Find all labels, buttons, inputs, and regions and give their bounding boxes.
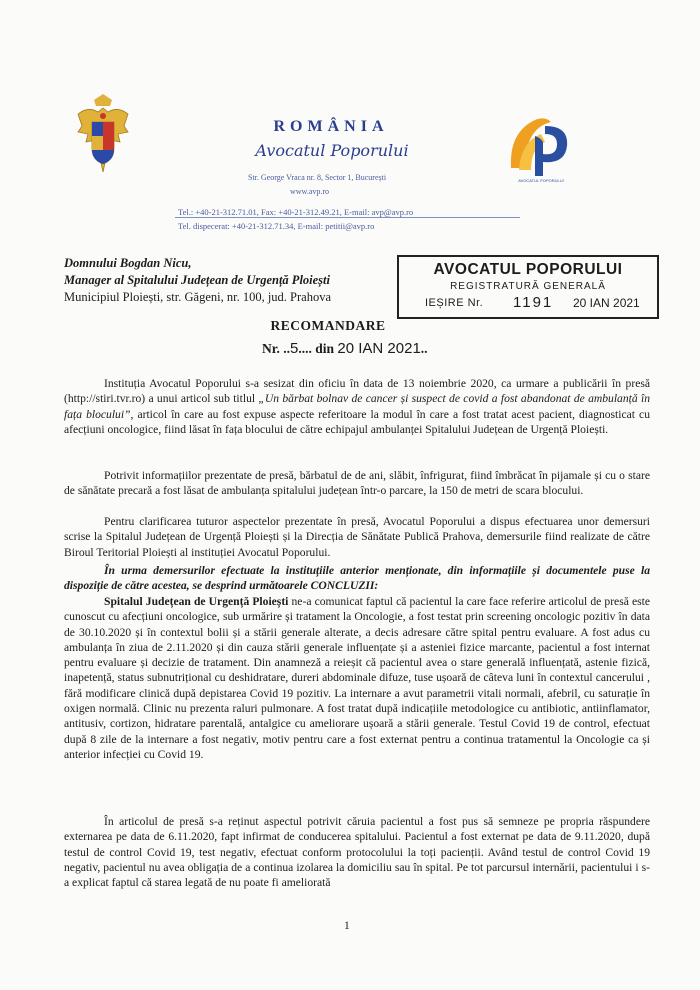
paragraph-conclusions-heading: În urma demersurilor efectuate la instituțiile anterior menționate, din informațiile și documentele puse la dispoziție de către acestea, se desprind următoarele CONCLUZII: <box>64 564 650 593</box>
registry-stamp <box>397 255 659 319</box>
letterhead-dispatcher: Tel. dispecerat: +40-21-312.71.34, E-mail: petitii@avp.ro <box>178 221 375 231</box>
stamp-subtitle: REGISTRATURĂ GENERALĂ <box>450 281 606 292</box>
paragraph-press-info: Potrivit informațiilor prezentate de presă, bărbatul de de ani, slăbit, înfrigurat, fiind îmbrăcat în pijamale și cu o stare de sănătate precară a fost lăsat de ambulanța spitalului județean într-o parcare, la 150 de metri de scara blocului. <box>64 469 650 498</box>
nr-label: Nr. <box>262 341 280 356</box>
paragraph-discharge: În articolul de presă s-a reținut aspectul potrivit căruia pacientul a fost pus să semneze pe propria răspundere externarea pe data de 6.11.2020, fapt infirmat de conducerea spitalului. Pacientul a fost externat pe data de 9.11.2020, după testul de control Covid 19, test negativ, efectuat conform protocolului la toți pacienții. Având testul de control Covid 19 negativ, pacientul nu avea obligația de a continua izolarea la domiciliu sau în spital. Pe tot parcursul internării, pacientului i s-a explicat faptul că starea legată de nu poate fi ameliorată <box>64 815 650 890</box>
letterhead-divider <box>175 217 520 218</box>
letterhead-website: www.avp.ro <box>290 187 330 196</box>
page-number: 1 <box>344 920 350 932</box>
hospital-name: Spitalul Județean de Urgență Ploiești <box>104 595 289 608</box>
document-title: RECOMANDARE <box>270 318 386 333</box>
avocatul-poporului-logo-icon <box>505 112 577 186</box>
coat-of-arms-icon <box>74 92 132 176</box>
paragraph-clarification: Pentru clarificarea tuturor aspectelor prezentate în presă, Avocatul Poporului a dispus efectuarea unor demersuri scrise la Spitalul Județean de Urgență Ploiești și la Direcția de Sănătate Publică Prahova, demersurile fiind realizate de către Biroul Teritorial Ploiești al instituției Avocatul Poporului. <box>64 515 650 559</box>
paragraph-intro: Instituția Avocatul Poporului s-a sesizat din oficiu în data de 13 noiembrie 2020, ca urmare a publicării în presă (http://stiri.tvr.ro) a unui articol sub titlul „Un bărbat bolnav de cancer și suspect de covid a fost abandonat de ambulanță în fața blocului”, articol în care au fost expuse aspecte referitoare la modul în care a fost tratat acest pacient, diagnosticat cu afecțiuni oncologice, fiind lăsat în fața blocului de către echipajul ambulanței Spitalului Județean de Urgență Ploiești. <box>64 377 650 436</box>
addressee-address: Municipiul Ploiești, str. Găgeni, nr. 100, jud. Prahova <box>64 290 331 304</box>
stamp-number: 1191 <box>513 294 554 311</box>
stamp-exit-label: IEȘIRE Nr. <box>425 297 484 309</box>
document-number-line: Nr. ..5.... din 20 IAN 2021.. <box>262 340 428 357</box>
letterhead-phone: Tel.: +40-21-312.71.01, Fax: +40-21-312.49.21, E-mail: avp@avp.ro <box>178 207 414 217</box>
stamp-date: 20 IAN 2021 <box>573 296 640 310</box>
article-title: „Un bărbat bolnav de cancer și suspect de covid a fost abandonat de ambulanță în fața blocului” <box>64 392 650 421</box>
paragraph-hospital-findings: Spitalul Județean de Urgență Ploiești ne-a comunicat faptul că pacientul la care face referire articolul de presă este cunoscut cu afecțiuni oncologice, sub urmărire și tratament la Oncologie, a fost testat prin screening oncologic pozitiv în data de 30.10.2020 și în contextul bolii și a stării generale alterate, a decis adresare către spital pentru evaluare. A fost adus cu ambulanța în ziua de 2.11.2020 și din cauza stării generale influențate și a asteniei fizice marcante, pacientul a fost internat pentru evaluare și decizie de tratament. Din anamneză a reieșit că pacientul avea o stare generală influențată, astenie fizică, inapetență, status subnutrițional cu deshidratare, dureri abdominale difuze, tuse ușoară de câteva luni în contextul cancerului , fără modificare clinică după depistarea Covid 19 pozitiv. La internare a avut parametrii vitali normali, afebril, cu saturație în oxigen normală. Clinic nu prezenta raluri pulmonare. A fost tratat după indicațiile metodologice cu antibiotic, antiinflamator, antitusiv, cortizon, hidratare parentală, antalgice cu ameliorare ușoară a stării generale. Testul Covid 19 de control, efectuat după 8 zile de la internare a fost negativ, motiv pentru care a fost externat pentru a continua tratamentul la Oncologie ca și anterior infecției cu Covid 19. <box>64 595 650 761</box>
document-date: 20 IAN 2021 <box>337 340 421 357</box>
logo-caption: AVOCATUL POPORULUI <box>518 178 564 183</box>
letterhead-address: Str. George Vraca nr. 8, Sector 1, București <box>248 173 387 182</box>
letterhead-country: ROMÂNIA <box>273 118 389 135</box>
stamp-title: AVOCATUL POPORULUI <box>433 261 623 278</box>
addressee-name: Domnului Bogdan Nicu, <box>64 256 192 270</box>
din-label: din <box>315 341 335 356</box>
addressee-title: Manager al Spitalului Județean de Urgență Ploiești <box>64 273 330 287</box>
letterhead-institution: Avocatul Poporului <box>255 141 409 160</box>
nr-value: 5 <box>290 340 299 357</box>
